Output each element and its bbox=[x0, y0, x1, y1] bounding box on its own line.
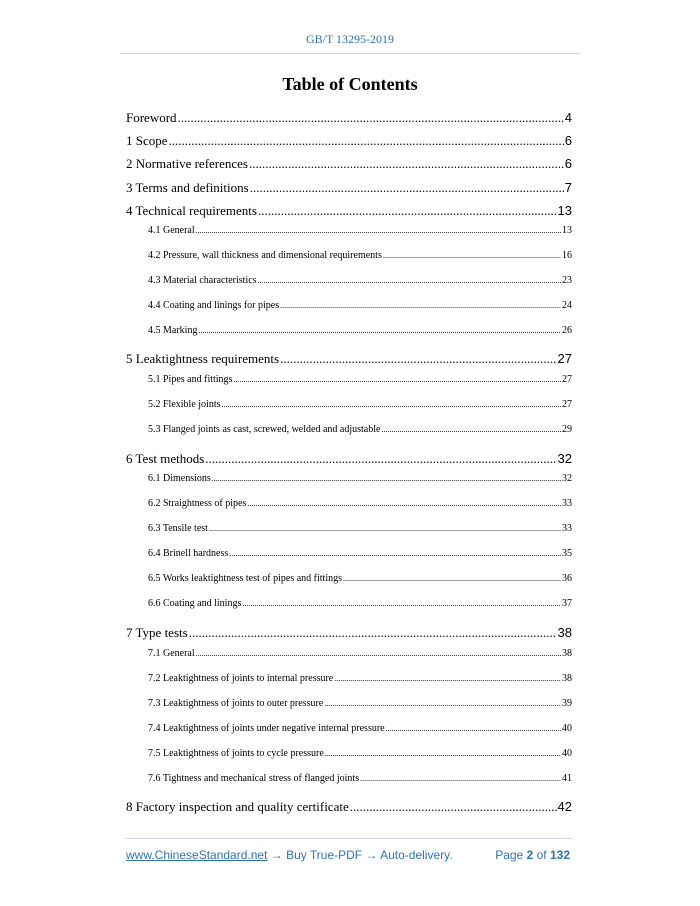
toc-entry-label: 6.3 Tensile test bbox=[148, 523, 208, 534]
toc-entry-page: 13 bbox=[557, 203, 572, 218]
toc-entry-label: 5.1 Pipes and fittings bbox=[148, 374, 233, 385]
toc-entry-page: 37 bbox=[562, 598, 572, 609]
toc-dot-leader bbox=[196, 648, 561, 659]
toc-dot-leader bbox=[280, 351, 556, 367]
toc-subsection-entry[interactable] bbox=[148, 275, 572, 286]
toc-entry-page: 38 bbox=[562, 648, 572, 659]
toc-entry-label: 7.2 Leaktightness of joints to internal pressure bbox=[148, 673, 334, 684]
toc-entry-page: 40 bbox=[562, 748, 572, 759]
toc-entry-label: 5.2 Flexible joints bbox=[148, 399, 221, 410]
toc-entry-page: 29 bbox=[562, 424, 572, 435]
toc-dot-leader bbox=[242, 598, 561, 609]
toc-dot-leader bbox=[205, 451, 556, 467]
toc-subsection-entry[interactable] bbox=[148, 723, 572, 734]
toc-dot-leader bbox=[381, 424, 561, 435]
toc-entry-label: 7 Type tests bbox=[126, 625, 188, 640]
page-total: 132 bbox=[549, 848, 570, 862]
toc-subsection-entry[interactable] bbox=[148, 773, 572, 784]
toc-subsection-entry[interactable] bbox=[148, 300, 572, 311]
toc-subsection-entry[interactable] bbox=[148, 573, 572, 584]
page-indicator bbox=[495, 848, 570, 862]
toc-entry-page: 39 bbox=[562, 698, 572, 709]
toc-entry-page: 33 bbox=[562, 523, 572, 534]
toc-entry-label: 4.2 Pressure, wall thickness and dimensional requirements bbox=[148, 250, 382, 261]
toc-entry-page: 42 bbox=[557, 799, 572, 814]
toc-subsection-entry[interactable] bbox=[148, 424, 572, 435]
toc-dot-leader bbox=[222, 399, 562, 410]
toc-subsection-entry[interactable] bbox=[148, 374, 572, 385]
toc-entry-page: 13 bbox=[562, 225, 572, 236]
toc-entry-label: 7.4 Leaktightness of joints under negative internal pressure bbox=[148, 723, 385, 734]
toc-entry-label: 7.3 Leaktightness of joints to outer pressure bbox=[148, 698, 324, 709]
toc-section-entry[interactable] bbox=[126, 351, 572, 367]
toc-entry-label: 4.3 Material characteristics bbox=[148, 275, 257, 286]
toc-dot-leader bbox=[189, 625, 557, 641]
toc-subsection-entry[interactable] bbox=[148, 648, 572, 659]
toc-entry-page: 6 bbox=[564, 156, 572, 171]
toc-entry-label: 8 Factory inspection and quality certificate bbox=[126, 799, 349, 814]
toc-dot-leader bbox=[350, 799, 557, 815]
page-title: Table of Contents bbox=[282, 74, 418, 94]
toc-entry-label: 4.4 Coating and linings for pipes bbox=[148, 300, 280, 311]
page-prefix: Page bbox=[495, 848, 524, 862]
toc-entry-page: 7 bbox=[564, 180, 572, 195]
toc-entry-page: 32 bbox=[562, 473, 572, 484]
toc-entry-page: 36 bbox=[562, 573, 572, 584]
toc-subsection-entry[interactable] bbox=[148, 698, 572, 709]
toc-subsection-entry[interactable] bbox=[148, 598, 572, 609]
toc-subsection-entry[interactable] bbox=[148, 548, 572, 559]
toc-entry-label: Foreword bbox=[126, 110, 177, 125]
toc-entry-page: 35 bbox=[562, 548, 572, 559]
toc-entry-page: 27 bbox=[562, 399, 572, 410]
toc-entry-label: 6.5 Works leaktightness test of pipes and fittings bbox=[148, 573, 342, 584]
toc-dot-leader bbox=[383, 250, 561, 261]
toc-section-entry[interactable] bbox=[126, 180, 572, 196]
toc-entry-label: 7.6 Tightness and mechanical stress of flanged joints bbox=[148, 773, 360, 784]
page-header: GB/T 13295-2019 bbox=[305, 32, 395, 46]
toc-entry-label: 5.3 Flanged joints as cast, screwed, welded and adjustable bbox=[148, 424, 381, 435]
toc-subsection-entry[interactable] bbox=[148, 225, 572, 236]
toc-dot-leader bbox=[258, 203, 557, 219]
toc-dot-leader bbox=[386, 723, 561, 734]
toc-section-entry[interactable] bbox=[126, 133, 572, 149]
toc-section-entry[interactable] bbox=[126, 156, 572, 172]
toc-section-entry[interactable] bbox=[126, 451, 572, 467]
toc-entry-label: 6.6 Coating and linings bbox=[148, 598, 242, 609]
toc-dot-leader bbox=[343, 573, 561, 584]
toc-subsection-entry[interactable] bbox=[148, 748, 572, 759]
toc-entry-label: 7.5 Leaktightness of joints to cycle pressure bbox=[148, 748, 324, 759]
toc-entry-label: 6.2 Straightness of pipes bbox=[148, 498, 247, 509]
toc-entry-label: 2 Normative references bbox=[126, 156, 248, 171]
toc-entry-page: 16 bbox=[562, 250, 572, 261]
toc-entry-label: 4.5 Marking bbox=[148, 325, 198, 336]
toc-dot-leader bbox=[325, 748, 561, 759]
toc-dot-leader bbox=[247, 498, 561, 509]
toc-dot-leader bbox=[249, 156, 564, 172]
toc-entry-page: 40 bbox=[562, 723, 572, 734]
toc-dot-leader bbox=[250, 180, 564, 196]
promo-text: → Buy True-PDF → Auto-delivery. bbox=[267, 848, 453, 862]
toc-dot-leader bbox=[233, 374, 561, 385]
toc-entry-label: 6 Test methods bbox=[126, 451, 205, 466]
toc-entry-label: 7.1 General bbox=[148, 648, 195, 659]
toc-dot-leader bbox=[212, 473, 561, 484]
toc-subsection-entry[interactable] bbox=[148, 523, 572, 534]
toc-entry-page: 41 bbox=[562, 773, 572, 784]
toc-entry-page: 26 bbox=[562, 325, 572, 336]
toc-dot-leader bbox=[324, 698, 561, 709]
toc-dot-leader bbox=[280, 300, 561, 311]
toc-dot-leader bbox=[229, 548, 561, 559]
footer-divider bbox=[125, 838, 573, 839]
toc-entry-label: 6.4 Brinell hardness bbox=[148, 548, 229, 559]
toc-dot-leader bbox=[178, 110, 564, 126]
toc-subsection-entry[interactable] bbox=[148, 325, 572, 336]
page-footer bbox=[126, 848, 572, 862]
toc-subsection-entry[interactable] bbox=[148, 498, 572, 509]
toc-section-entry[interactable] bbox=[126, 203, 572, 219]
toc-entry-page: 6 bbox=[564, 133, 572, 148]
toc-entry-label: 5 Leaktightness requirements bbox=[126, 351, 280, 366]
toc-entry-label: 1 Scope bbox=[126, 133, 168, 148]
toc-subsection-entry[interactable] bbox=[148, 473, 572, 484]
toc-entry-page: 32 bbox=[557, 451, 572, 466]
toc-dot-leader bbox=[209, 523, 561, 534]
toc-dot-leader bbox=[258, 275, 561, 286]
page-current: 2 bbox=[526, 848, 534, 862]
toc-entry-label: 4 Technical requirements bbox=[126, 203, 257, 218]
website-link[interactable]: www.ChineseStandard.net bbox=[126, 848, 268, 862]
toc-entry-page: 23 bbox=[562, 275, 572, 286]
toc-subsection-entry[interactable] bbox=[148, 399, 572, 410]
toc-dot-leader bbox=[360, 773, 561, 784]
toc-dot-leader bbox=[334, 673, 561, 684]
toc-section-entry[interactable] bbox=[126, 110, 572, 126]
toc-entry-label: 6.1 Dimensions bbox=[148, 473, 211, 484]
toc-entry-page: 27 bbox=[557, 351, 572, 366]
toc-entry-page: 27 bbox=[562, 374, 572, 385]
toc-subsection-entry[interactable] bbox=[148, 250, 572, 261]
toc-entry-label: 4.1 General bbox=[148, 225, 195, 236]
toc-entry-page: 4 bbox=[564, 110, 572, 125]
toc-entry-page: 33 bbox=[562, 498, 572, 509]
toc-section-entry[interactable] bbox=[126, 625, 572, 641]
toc-subsection-entry[interactable] bbox=[148, 673, 572, 684]
page-of: of bbox=[536, 848, 547, 862]
toc-dot-leader bbox=[198, 325, 561, 336]
toc-dot-leader bbox=[196, 225, 561, 236]
toc-dot-leader bbox=[169, 133, 564, 149]
toc-section-entry[interactable] bbox=[126, 799, 572, 815]
toc-entry-page: 38 bbox=[562, 673, 572, 684]
toc-entry-page: 38 bbox=[557, 625, 572, 640]
toc-entry-label: 3 Terms and definitions bbox=[126, 180, 249, 195]
toc-entry-page: 24 bbox=[562, 300, 572, 311]
